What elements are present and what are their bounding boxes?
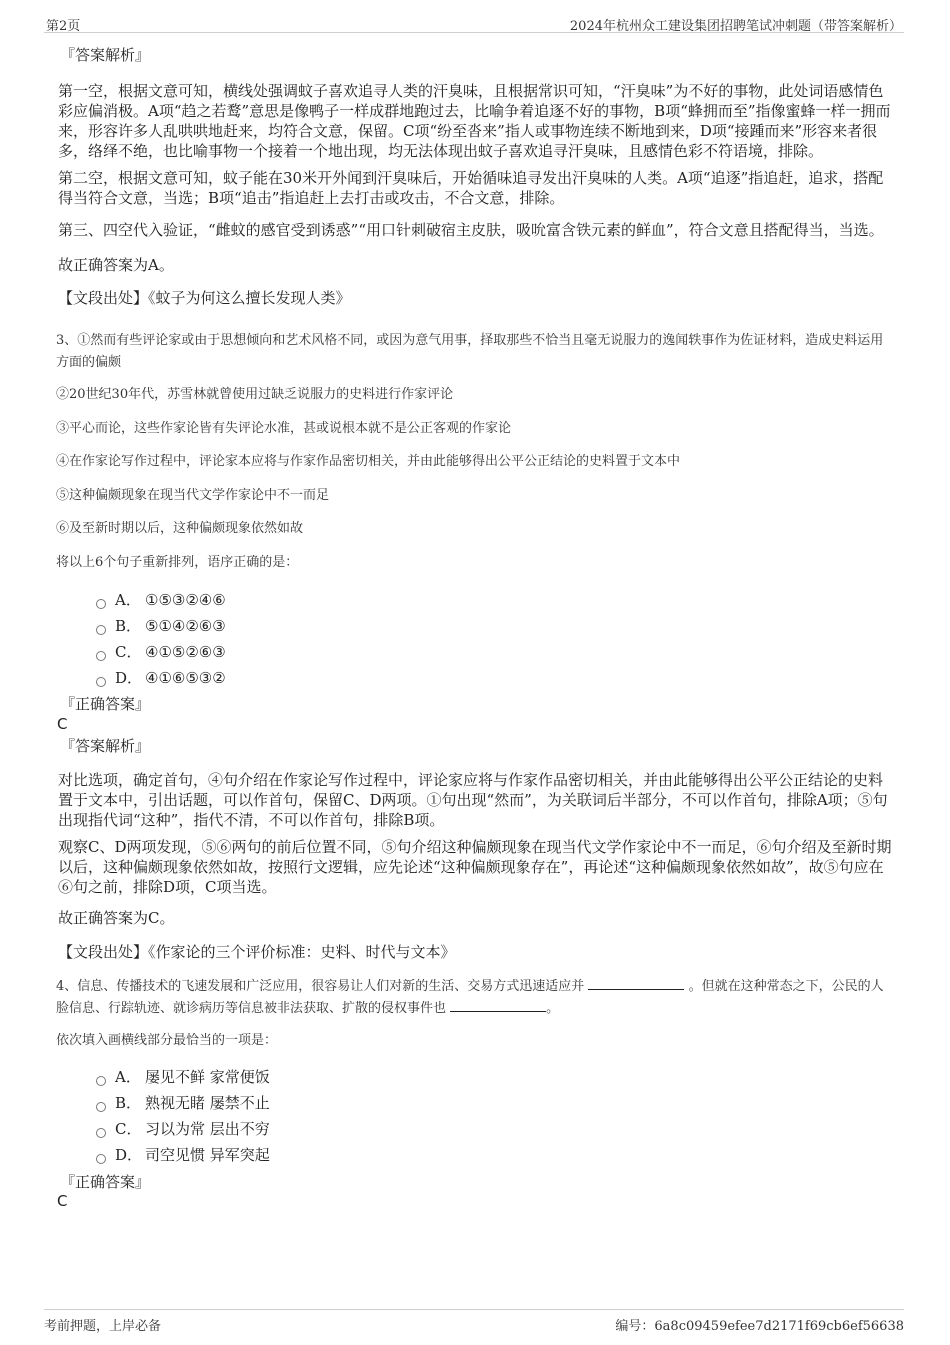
q3-option-d[interactable] (96, 668, 226, 688)
option-letter: B． (115, 617, 142, 635)
q4-stem-part-3: 。 (546, 1001, 560, 1016)
q4-correct-title: 『正确答案』 (60, 1173, 151, 1191)
q3-stem-1: 3、①然而有些评论家或由于思想倾向和艺术风格不同，或因为意气用事，择取那些不恰当且毫无说服力的逸闻轶事作为佐证材料，造成史料运用方面的偏颇 (56, 333, 884, 370)
q2-analysis-p1: 第一空，根据文意可知，横线处强调蚊子喜欢追寻人类的汗臭味，且根据常识可知，“汗臭味”为不好的事物，此处词语感情色彩应偏消极。A项“趋之若鹜”意思是像鸭子一样成群地跑过去，比喻争着追逐不好的事物，B项“蜂拥而至”指像蜜蜂一样一拥而来，形容许多人乱哄哄地赶来，均符合文意，保留。C项“纷至沓来”指人或事物连续不断地到来，D项“接踵而来”形容来者很多，络绎不绝，也比喻事物一个接着一个地出现，均无法体现出蚊子喜欢追寻汗臭味，且感情色彩不符语境，排除。 (58, 82, 891, 160)
page-number: 第2页 (46, 19, 81, 34)
q4-stem (56, 976, 896, 1020)
radio-icon[interactable] (96, 1154, 106, 1164)
option-text: 习以为常 层出不穷 (145, 1120, 270, 1138)
option-text: 熟视无睹 屡禁不止 (145, 1094, 270, 1112)
q4-stem-part-1: 4、信息、传播技术的飞速发展和广泛应用，很容易让人们对新的生活、交易方式迅速适应并 (56, 979, 585, 994)
q2-analysis-p4: 故正确答案为A。 (58, 256, 174, 274)
q3-stem-2: ②20世纪30年代，苏雪林就曾使用过缺乏说服力的史料进行作家评论 (56, 387, 454, 402)
option-letter: D． (115, 1146, 143, 1164)
page-footer (44, 1309, 904, 1334)
q3-prompt: 将以上6个句子重新排列，语序正确的是： (56, 555, 299, 570)
option-letter: A． (115, 591, 141, 609)
option-letter: C． (115, 643, 142, 661)
option-text: 屡见不鲜 家常便饭 (145, 1068, 270, 1086)
footer-slogan: 考前押题，上岸必备 (44, 1319, 162, 1334)
q3-option-a[interactable] (96, 590, 226, 610)
q2-analysis-p3: 第三、四空代入验证，“雌蚊的感官受到诱惑”“用口针刺破宿主皮肤，吸吮富含铁元素的鲜血”，符合文意且搭配得当，当选。 (58, 221, 884, 239)
q4-option-c[interactable] (96, 1119, 270, 1139)
radio-icon[interactable] (96, 625, 106, 635)
q3-stem-6: ⑥及至新时期以后，这种偏颇现象依然如故 (56, 521, 304, 536)
q4-option-a[interactable] (96, 1067, 270, 1087)
q4-option-b[interactable] (96, 1093, 270, 1113)
option-letter: B． (115, 1094, 142, 1112)
q3-analysis-title: 『答案解析』 (60, 737, 151, 755)
option-letter: C． (115, 1120, 142, 1138)
option-text: 司空见惯 异军突起 (145, 1146, 270, 1164)
q2-analysis-title: 『答案解析』 (60, 46, 151, 64)
radio-icon[interactable] (96, 677, 106, 687)
q3-stem-5: ⑤这种偏颇现象在现当代文学作家论中不一而足 (56, 488, 330, 503)
option-text: ④①⑥⑤③② (145, 669, 226, 687)
blank-1[interactable] (588, 977, 684, 990)
q2-source: 【文段出处】《蚊子为何这么擅长发现人类》 (58, 289, 351, 307)
q3-option-b[interactable] (96, 616, 226, 636)
q3-analysis-p1: 对比选项，确定首句，④句介绍在作家论写作过程中，评论家应将与作家作品密切相关，并由此能够得出公平公正结论的史料置于文本中，引出话题，可以作首句，保留C、D两项。①句出现“然而”，为关联词后半部分，不可以作首句，排除A项；⑤句出现指代词“这种”，指代不清，不可以作首句，排除B项。 (58, 771, 888, 829)
radio-icon[interactable] (96, 651, 106, 661)
q4-prompt: 依次填入画横线部分最恰当的一项是： (56, 1033, 278, 1048)
q3-source: 【文段出处】《作家论的三个评价标准：史料、时代与文本》 (58, 943, 456, 961)
page-header (44, 12, 904, 33)
q3-analysis-p3: 故正确答案为C。 (58, 909, 175, 927)
document-id: 编号：6a8c09459efee7d2171f69cb6ef56638 (615, 1319, 904, 1334)
q3-option-c[interactable] (96, 642, 226, 662)
document-title: 2024年杭州众工建设集团招聘笔试冲刺题（带答案解析） (569, 19, 902, 34)
option-letter: A． (115, 1068, 141, 1086)
q2-analysis-p2: 第二空，根据文意可知，蚊子能在30米开外闻到汗臭味后，开始循味追寻发出汗臭味的人类。A项“追逐”指追赶，追求，搭配得当符合文意，当选；B项“追击”指追赶上去打击或攻击，不合文意，排除。 (58, 169, 884, 207)
radio-icon[interactable] (96, 1076, 106, 1086)
option-text: ④①⑤②⑥③ (145, 643, 226, 661)
q3-analysis-p2: 观察C、D两项发现，⑤⑥两句的前后位置不同，⑤句介绍这种偏颇现象在现当代文学作家论中不一而足，⑥句介绍及至新时期以后，这种偏颇现象依然如故，按照行文逻辑，应先论述“这种偏颇现象存在”，再论述“这种偏颇现象依然如故”，故⑤句应在⑥句之前，排除D项，C项当选。 (58, 838, 892, 896)
radio-icon[interactable] (96, 1102, 106, 1112)
q3-stem-4: ④在作家论写作过程中，评论家本应将与作家作品密切相关，并由此能够得出公平公正结论的史料置于文本中 (56, 454, 681, 469)
radio-icon[interactable] (96, 599, 106, 609)
q3-stem-3: ③平心而论，这些作家论皆有失评论水准，甚或说根本就不是公正客观的作家论 (56, 421, 512, 436)
q4-stem-part-2: 。但就在这种常态之下，公民的人脸信息、行踪轨迹、就诊病历等信息被非法获取、扩散的侵权事件也 (56, 979, 884, 1016)
radio-icon[interactable] (96, 1128, 106, 1138)
blank-2[interactable] (450, 999, 546, 1012)
q4-option-d[interactable] (96, 1145, 270, 1165)
option-letter: D． (115, 669, 143, 687)
option-text: ⑤①④②⑥③ (145, 617, 226, 635)
q3-correct-answer: C (57, 715, 68, 733)
q3-correct-title: 『正确答案』 (60, 695, 151, 713)
option-text: ①⑤③②④⑥ (145, 591, 226, 609)
q4-correct-answer: C (57, 1192, 68, 1210)
